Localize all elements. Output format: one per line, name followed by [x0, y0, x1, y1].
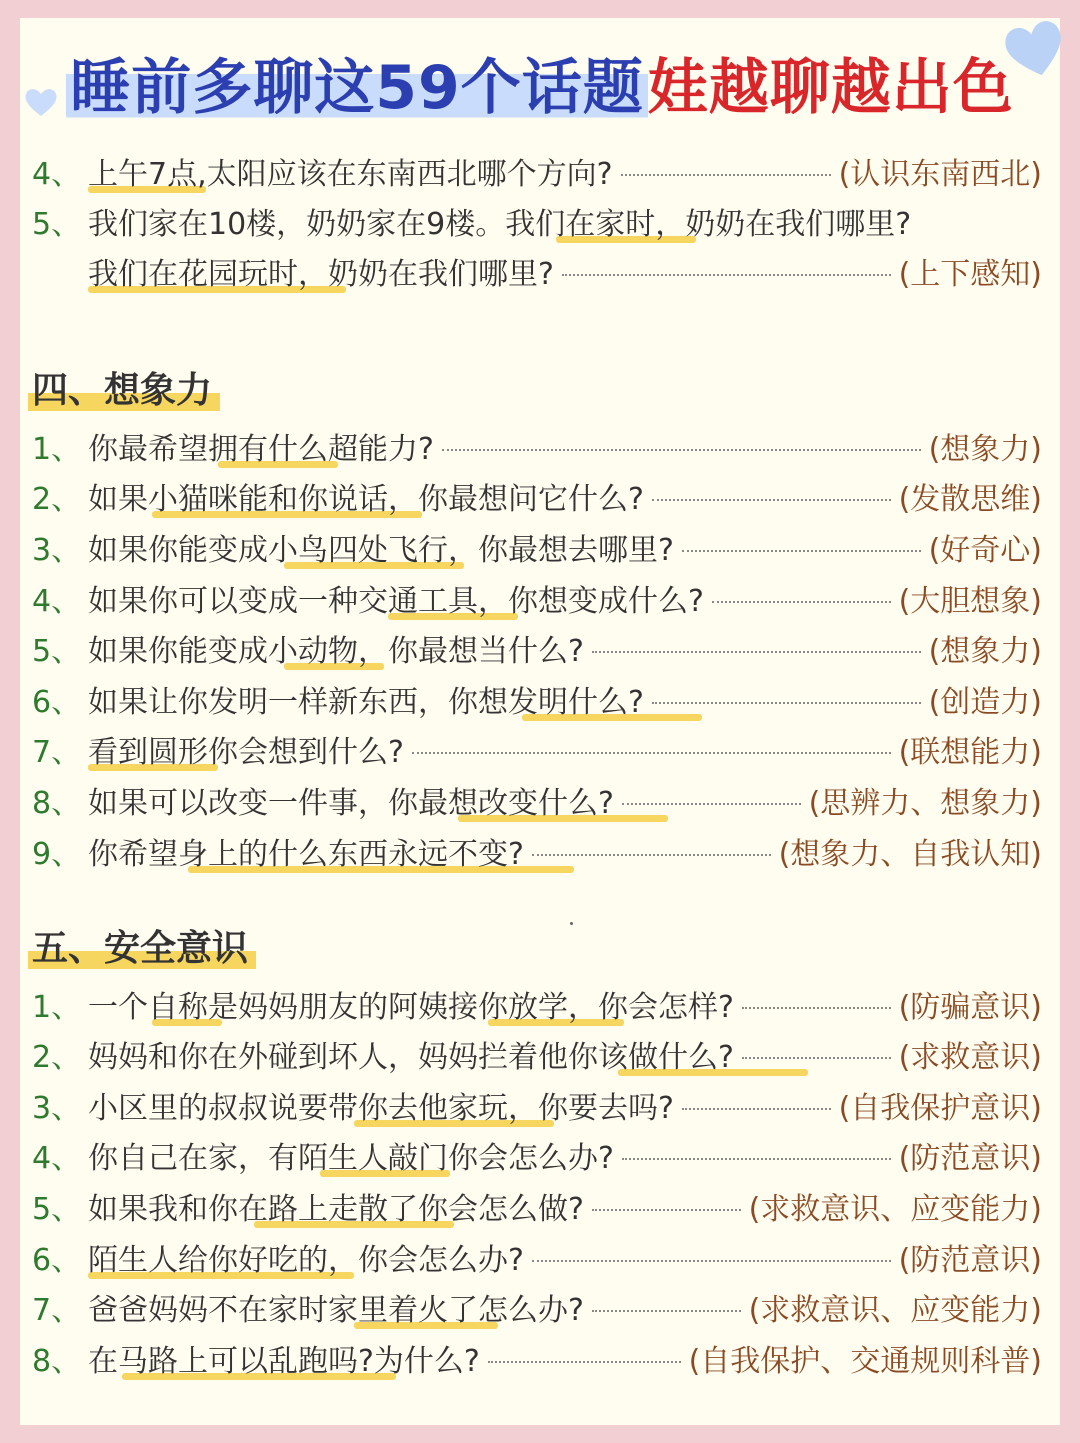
item-tag: (联想能力): [898, 735, 1042, 770]
item-question: 妈妈和你在外碰到坏人，妈妈拦着他你该做什么?: [88, 1032, 734, 1076]
item-number: 4、: [32, 584, 82, 619]
section-heading: 五、安全意识: [32, 920, 248, 971]
item-tag: (求救意识): [898, 1040, 1042, 1075]
leader-dots: [532, 854, 771, 856]
list-item: [32, 472, 1042, 520]
item-number: 3、: [32, 533, 82, 568]
item-question: 我们家在10楼，奶奶家在9楼。我们在家时，奶奶在我们哪里?: [88, 207, 912, 242]
item-tag: (防骗意识): [898, 990, 1042, 1025]
title-part-blue: 睡前多聊这59个话题: [66, 53, 648, 123]
list-item: [32, 827, 1042, 875]
item-question: 在马路上可以乱跑吗?为什么?: [88, 1344, 480, 1379]
item-tag: (创造力): [928, 685, 1042, 720]
item-tag: (思辨力、想象力): [808, 786, 1042, 821]
stray-dot: [570, 922, 573, 925]
item-number: 5、: [32, 1192, 82, 1227]
list-item: [32, 1131, 1042, 1179]
list-item: [32, 1334, 1042, 1382]
item-question: 如果你能变成小鸟四处飞行，你最想去哪里?: [88, 533, 674, 568]
list-item: [32, 725, 1042, 773]
item-number: 8、: [32, 1344, 82, 1379]
leader-dots: [592, 651, 921, 653]
leader-dots: [652, 499, 891, 501]
item-number: 3、: [32, 1091, 82, 1126]
leader-dots: [622, 803, 801, 805]
item-number: 5、: [32, 634, 82, 669]
item-number: 2、: [32, 1040, 82, 1075]
item-tag: (防范意识): [898, 1243, 1042, 1278]
leader-dots: [742, 1007, 891, 1009]
item-number: 7、: [32, 1293, 82, 1328]
item-tag: (上下感知): [898, 257, 1042, 292]
leader-dots: [488, 1361, 681, 1363]
item-number: 4、: [32, 1141, 82, 1176]
leader-dots: [682, 550, 921, 552]
list-item: [32, 1030, 1042, 1078]
list-item: [32, 523, 1042, 571]
list-item: [32, 1081, 1042, 1129]
item-number: 1、: [32, 990, 82, 1025]
list-item: [32, 574, 1042, 622]
page-title: [0, 40, 1080, 126]
item-number: 9、: [32, 837, 82, 872]
item-question: 我们在花园玩时，奶奶在我们哪里?: [88, 257, 554, 292]
leader-dots: [622, 1158, 891, 1160]
item-question: 你自己在家，有陌生人敲门你会怎么办?: [88, 1141, 614, 1176]
item-question: 如果我和你在路上走散了你会怎么做?: [88, 1192, 584, 1227]
item-question: 如果你能变成小动物，你最想当什么?: [88, 634, 584, 669]
section-heading: 四、想象力: [32, 362, 212, 413]
leader-dots: [442, 449, 921, 451]
item-number: 8、: [32, 786, 82, 821]
leader-dots: [592, 1310, 741, 1312]
item-question: 如果你可以变成一种交通工具，你想变成什么?: [88, 584, 704, 619]
item-tag: (发散思维): [898, 482, 1042, 517]
item-question: 陌生人给你好吃的，你会怎么办?: [88, 1243, 524, 1278]
item-tag: (防范意识): [898, 1141, 1042, 1176]
leader-dots: [621, 174, 831, 176]
leader-dots: [712, 601, 891, 603]
item-tag: (想象力): [928, 634, 1042, 669]
item-question: 你最希望拥有什么超能力?: [88, 432, 434, 467]
list-item: [32, 247, 1042, 295]
item-tag: (想象力): [928, 432, 1042, 467]
leader-dots: [532, 1260, 891, 1262]
item-question: 小区里的叔叔说要带你去他家玩，你要去吗?: [88, 1091, 674, 1126]
item-tag: (想象力、自我认知): [778, 837, 1042, 872]
item-number: 4、: [32, 157, 82, 192]
item-question: 爸爸妈妈不在家时家里着火了怎么办?: [88, 1293, 584, 1328]
list-item: [32, 675, 1042, 723]
item-question: 一个自称是妈妈朋友的阿姨接你放学，你会怎样?: [88, 990, 734, 1025]
item-tag: (自我保护意识): [838, 1091, 1042, 1126]
item-number: 1、: [32, 432, 82, 467]
list-item: [32, 980, 1042, 1028]
item-tag: (求救意识、应变能力): [748, 1293, 1042, 1328]
item-number: 2、: [32, 482, 82, 517]
item-tag: (认识东南西北): [838, 157, 1042, 192]
item-question: 如果让你发明一样新东西，你想发明什么?: [88, 677, 644, 721]
leader-dots: [412, 752, 891, 754]
item-number: 7、: [32, 735, 82, 770]
item-tag: (大胆想象): [898, 584, 1042, 619]
item-number: 6、: [32, 1243, 82, 1278]
item-tag: (好奇心): [928, 533, 1042, 568]
item-tag: (自我保护、交通规则科普): [688, 1344, 1042, 1379]
leader-dots: [742, 1057, 891, 1059]
item-number: 5、: [32, 207, 82, 242]
item-question: 看到圆形你会想到什么?: [88, 735, 404, 770]
item-tag: (求救意识、应变能力): [748, 1192, 1042, 1227]
item-question: 如果小猫咪能和你说话，你最想问它什么?: [88, 482, 644, 517]
item-number: 6、: [32, 685, 82, 720]
list-item: [32, 147, 1042, 195]
list-item: [32, 776, 1042, 824]
item-question: 如果可以改变一件事，你最想改变什么?: [88, 778, 614, 822]
item-question: 上午7点,太阳应该在东南西北哪个方向?: [88, 157, 613, 192]
leader-dots: [562, 274, 891, 276]
list-item: [32, 1283, 1042, 1331]
title-part-red: 娃越聊越出色: [647, 53, 1014, 123]
leader-dots: [682, 1108, 831, 1110]
item-question: 你希望身上的什么东西永远不变?: [88, 829, 524, 873]
list-item: [32, 624, 1042, 672]
list-item: [32, 422, 1042, 470]
list-item: [32, 197, 1042, 245]
leader-dots: [592, 1209, 741, 1211]
list-item: [32, 1182, 1042, 1230]
list-item: [32, 1233, 1042, 1281]
leader-dots: [652, 702, 921, 704]
